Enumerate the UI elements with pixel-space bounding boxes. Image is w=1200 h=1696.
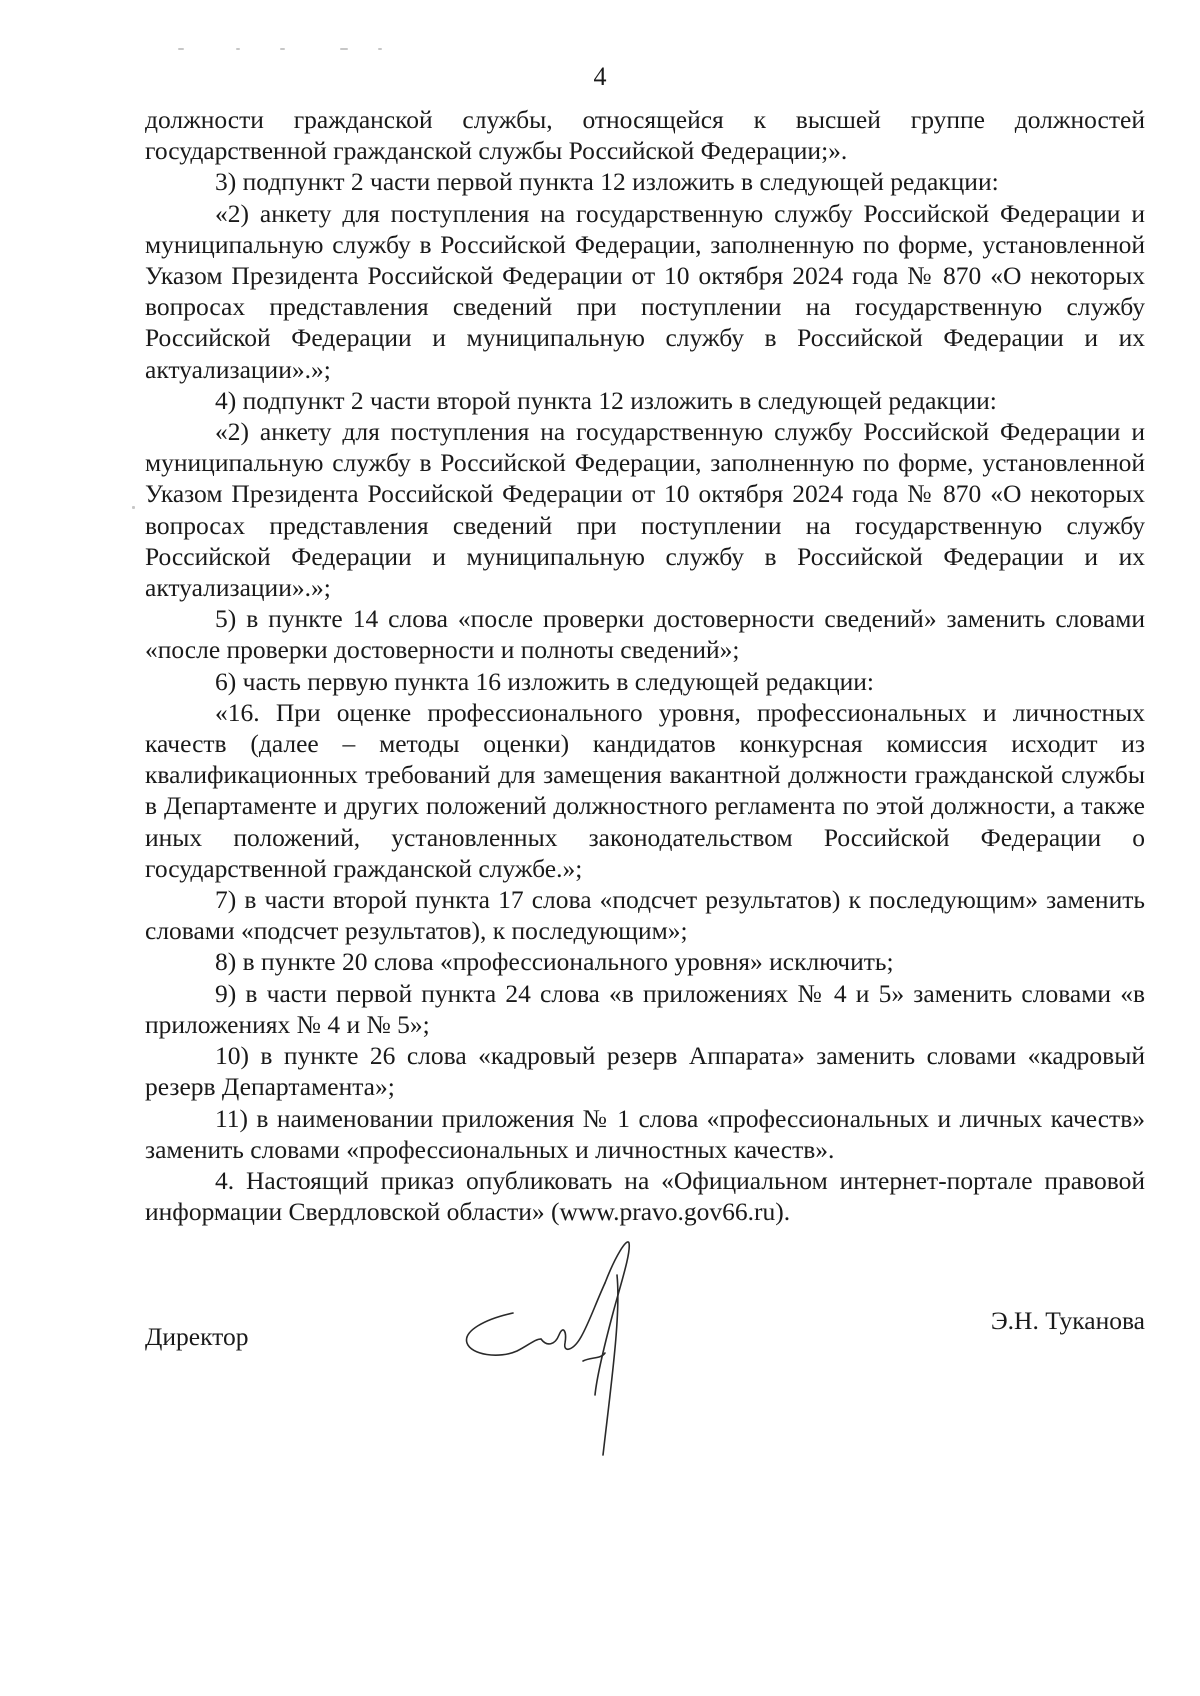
scan-speck xyxy=(236,48,240,50)
paragraph-item-3: 3) подпункт 2 части первой пункта 12 изложить в следующей редакции: xyxy=(215,167,999,197)
paragraph-item-5: 5) в пункте 14 слова «после проверки достоверности сведений» заменить словами «после проверки достоверности и полноты сведений»; xyxy=(145,604,1145,665)
paragraph-item-9: 9) в части первой пункта 24 слова «в приложениях № 4 и 5» заменить словами «в приложениях № 4 и № 5»; xyxy=(145,978,1145,1039)
paragraph-item-6-quote: «16. При оценке профессионального уровня, профессиональных и личностных качеств (далее – методы оценки) кандидатов конкурсная комиссия исходит из квалификационных требований для замещения вакантной должности гражданской службы в Департаменте и других положений должностного регламента по этой должности, а также иных положений, установленных законодательством Российской Федерации о государственной гражданской службе.»; xyxy=(145,697,1145,883)
paragraph-continuation: должности гражданской службы, относящейся к высшей группе должностей государственной гражданской службы Российской Федерации;». xyxy=(145,105,1145,166)
paragraph-item-8: 8) в пункте 20 слова «профессионального уровня» исключить; xyxy=(215,947,894,977)
scan-speck xyxy=(132,506,135,509)
scan-speck xyxy=(340,48,348,50)
paragraph-item-10: 10) в пункте 26 слова «кадровый резерв Аппарата» заменить словами «кадровый резерв Департамента»; xyxy=(145,1041,1145,1102)
signatory-position: Директор xyxy=(145,1322,249,1351)
paragraph-item-4-quote: «2) анкету для поступления на государственную службу Российской Федерации и муниципальную службу в Российской Федерации, заполненную по форме, установленной Указом Президента Российской Федерации от 10 октября 2024 года № 870 «О некоторых вопросах представления сведений при поступлении на государственную службу Российской Федерации и муниципальную службу в Российской Федерации и их актуализации».»; xyxy=(145,417,1145,603)
handwritten-signature xyxy=(455,1235,695,1465)
paragraph-item-3-quote: «2) анкету для поступления на государственную службу Российской Федерации и муниципальную службу в Российской Федерации, заполненную по форме, установленной Указом Президента Российской Федерации от 10 октября 2024 года № 870 «О некоторых вопросах представления сведений при поступлении на государственную службу Российской Федерации и муниципальную службу в Российской Федерации и их актуализации».»; xyxy=(145,198,1145,384)
paragraph-item-4: 4) подпункт 2 части второй пункта 12 изложить в следующей редакции: xyxy=(215,385,997,415)
scan-speck xyxy=(178,48,184,50)
paragraph-item-11: 11) в наименовании приложения № 1 слова «профессиональных и личных качеств» заменить словами «профессиональных и личностных качеств». xyxy=(145,1103,1145,1164)
scan-speck xyxy=(280,48,285,50)
signature-stroke-mid xyxy=(541,1283,605,1349)
signature-stroke-hook xyxy=(467,1313,541,1355)
paragraph-item-6: 6) часть первую пункта 16 изложить в следующей редакции: xyxy=(215,666,875,696)
scan-speck xyxy=(378,48,382,50)
signatory-name: Э.Н. Туканова xyxy=(990,1306,1145,1335)
document-body xyxy=(145,104,1145,1227)
paragraph-item-7: 7) в части второй пункта 17 слова «подсчет результатов) к последующим» заменить словами «подсчет результатов), к последующим»; xyxy=(145,885,1145,946)
paragraph-publication: 4. Настоящий приказ опубликовать на «Официальном интернет-портале правовой информации Свердловской области» (www.pravo.gov66.ru). xyxy=(145,1165,1145,1227)
page-number: 4 xyxy=(593,62,607,91)
